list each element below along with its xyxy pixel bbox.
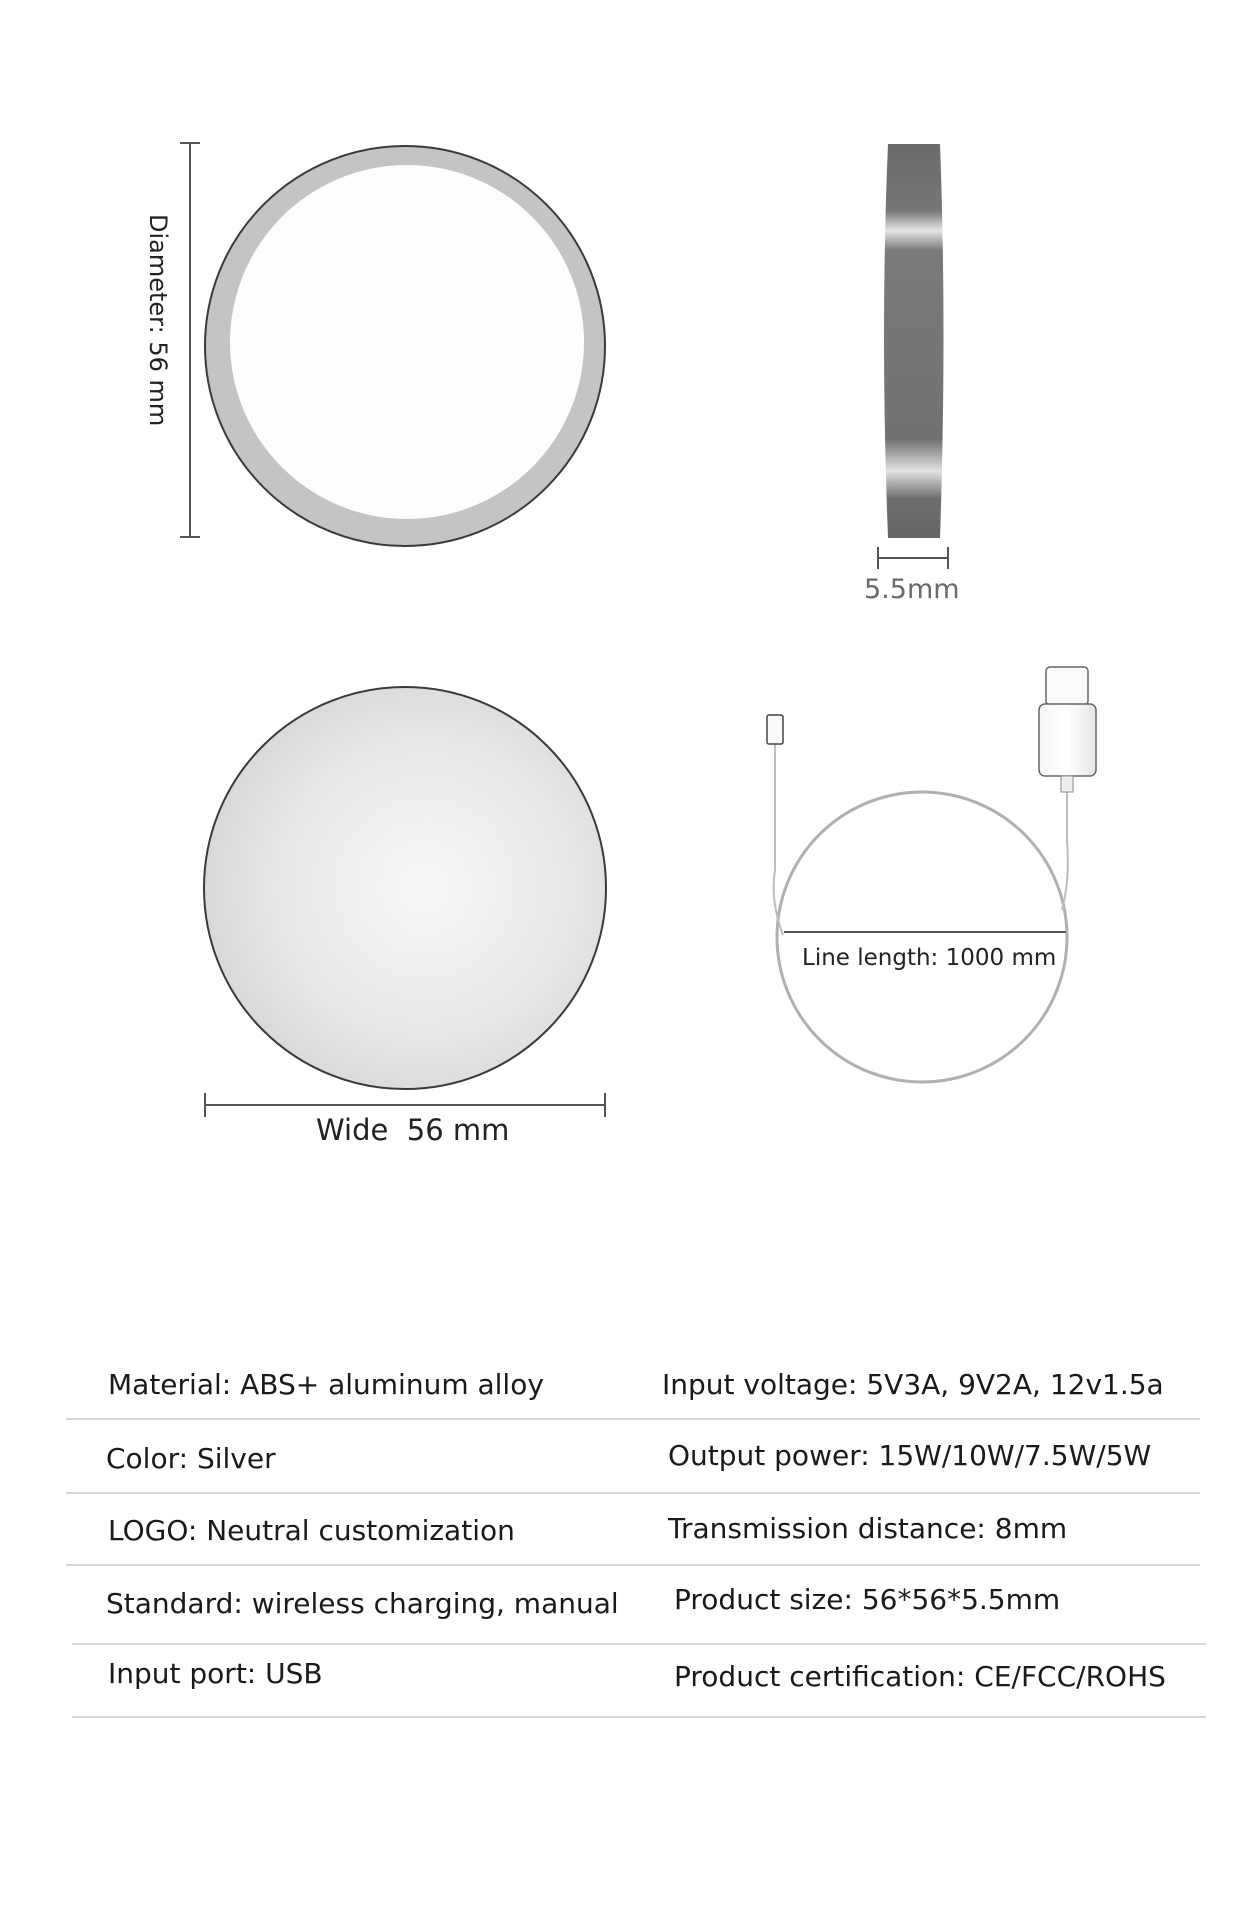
spec-input-voltage: Input voltage: 5V3A, 9V2A, 12v1.5a — [662, 1368, 1164, 1401]
spec-certification: Product certification: CE/FCC/ROHS — [674, 1660, 1166, 1693]
charger-face — [230, 165, 584, 519]
row-divider — [66, 1564, 1200, 1566]
spec-color: Color: Silver — [106, 1442, 276, 1475]
charger-back — [204, 687, 606, 1089]
width-label: Wide 56 mm — [316, 1113, 510, 1147]
spec-logo: LOGO: Neutral customization — [108, 1514, 515, 1547]
cable-length-label: Line length: 1000 mm — [802, 945, 1057, 971]
spec-standard: Standard: wireless charging, manual — [106, 1587, 619, 1620]
usb-cable — [774, 744, 1068, 1082]
row-divider — [66, 1418, 1200, 1420]
row-divider — [72, 1716, 1206, 1718]
cable-coil — [777, 792, 1067, 1082]
spec-output-power: Output power: 15W/10W/7.5W/5W — [668, 1439, 1152, 1472]
charger-top-view — [205, 146, 605, 546]
charger-edge — [884, 144, 944, 538]
charger-back-view — [204, 687, 606, 1089]
usb-c-plug-icon — [1039, 667, 1096, 792]
row-divider — [72, 1643, 1206, 1645]
spec-transmission-distance: Transmission distance: 8mm — [668, 1512, 1068, 1545]
cable-lead-right — [1062, 780, 1068, 910]
thickness-dimension-line — [878, 547, 948, 569]
spec-input-port: Input port: USB — [108, 1657, 323, 1690]
spec-product-size: Product size: 56*56*5.5mm — [674, 1583, 1061, 1616]
thickness-label: 5.5mm — [864, 574, 960, 605]
charger-connector — [767, 715, 783, 744]
charger-side-view — [884, 144, 944, 538]
diameter-dimension-line — [180, 143, 200, 537]
row-divider — [66, 1492, 1200, 1494]
diameter-label: Diameter: 56 mm — [144, 214, 172, 427]
spec-material: Material: ABS+ aluminum alloy — [108, 1368, 544, 1401]
